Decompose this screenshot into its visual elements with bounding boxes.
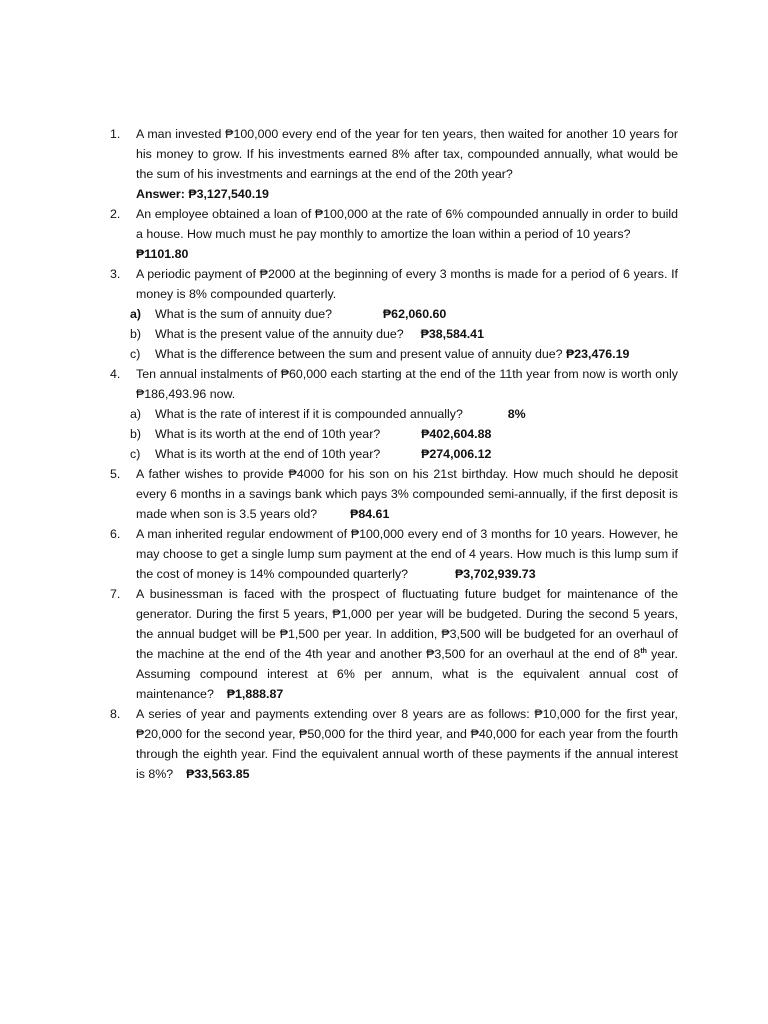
problem-text: A man inherited regular endowment of ₱100,000 every end of 3 months for 10 years. However, he may choose to get a single lump sum payment at the end of 4 years. How much is this lump sum if the cost of money is 14% compounded quarterly? xyxy=(136,527,678,581)
sub-question-text: What is the difference between the sum and present value of annuity due? xyxy=(155,347,563,361)
sub-question-label: c) xyxy=(130,347,141,361)
problem-6 xyxy=(110,524,678,584)
sub-question-answer: ₱23,476.19 xyxy=(566,347,630,361)
superscript: th xyxy=(640,647,647,655)
sub-question xyxy=(110,404,678,424)
problem-answer: ₱1101.80 xyxy=(136,247,189,261)
sub-question-label: a) xyxy=(130,407,142,421)
sub-question-answer: ₱402,604.88 xyxy=(421,427,492,441)
sub-question-answer: ₱38,584.41 xyxy=(420,327,484,341)
sub-question xyxy=(110,304,678,324)
sub-question-label: b) xyxy=(130,327,142,341)
problem-2 xyxy=(110,204,678,264)
problem-3 xyxy=(110,264,678,304)
problem-list xyxy=(110,124,678,784)
problem-number: 5. xyxy=(110,467,121,481)
sub-question-text: What is the rate of interest if it is compounded annually? xyxy=(155,407,463,421)
sub-question-label: c) xyxy=(130,447,141,461)
problem-4 xyxy=(110,364,678,404)
problem-text: A father wishes to provide ₱4000 for his son on his 21st birthday. How much should he deposit every 6 months in a savings bank which pays 3% compounded semi-annually, if the first deposit is made when son is 3.5 years old? xyxy=(136,467,678,521)
problem-8 xyxy=(110,704,678,784)
problem-text: Ten annual instalments of ₱60,000 each starting at the end of the 11th year from now is worth only ₱186,493.96 now. xyxy=(136,367,678,401)
problem-answer: ₱33,563.85 xyxy=(186,767,250,781)
sub-question-text: What is its worth at the end of 10th year? xyxy=(155,427,381,441)
sub-question-label: a) xyxy=(130,307,142,321)
sub-question-text: What is the sum of annuity due? xyxy=(155,307,333,321)
problem-text: A businessman is faced with the prospect of fluctuating future budget for maintenance of the generator. During the first 5 years, ₱1,000 per year will be budgeted. During the second 5 years, the annual budget will be ₱1,500 per year. In addition, ₱3,500 will be budgeted for an overhaul of the machine at the end of the 4th year and another ₱3,500 for an overhaul at the end of 8 xyxy=(136,587,678,661)
problem-1 xyxy=(110,124,678,204)
sub-question xyxy=(110,444,678,464)
problem-5 xyxy=(110,464,678,524)
sub-question-text: What is the present value of the annuity due? xyxy=(155,327,404,341)
problem-number: 3. xyxy=(110,267,121,281)
problem-number: 8. xyxy=(110,707,121,721)
sub-question xyxy=(110,344,678,364)
problem-7 xyxy=(110,584,678,704)
problem-answer: ₱3,702,939.73 xyxy=(454,567,536,581)
sub-question xyxy=(110,424,678,444)
problem-number: 2. xyxy=(110,207,121,221)
problem-text: An employee obtained a loan of ₱100,000 at the rate of 6% compounded annually in order to build a house. How much must he pay monthly to amortize the loan within a period of 10 years? xyxy=(136,207,678,241)
sub-question-text: What is its worth at the end of 10th year? xyxy=(155,447,381,461)
problem-number: 7. xyxy=(110,587,121,601)
problem-number: 6. xyxy=(110,527,121,541)
sub-question-label: b) xyxy=(130,427,142,441)
problem-answer: Answer: ₱3,127,540.19 xyxy=(136,187,269,201)
problem-text-continued: year. Assuming compound interest at 6% per annum, what is the equivalent annual cost of maintenance? xyxy=(136,647,679,701)
sub-question-answer: 8% xyxy=(507,407,526,421)
problem-number: 4. xyxy=(110,367,121,381)
sub-question-answer: ₱274,006.12 xyxy=(421,447,492,461)
problem-answer: ₱1,888.87 xyxy=(226,687,284,701)
problem-number: 1. xyxy=(110,127,121,141)
sub-question-answer: ₱62,060.60 xyxy=(382,307,447,321)
problem-text: A periodic payment of ₱2000 at the beginning of every 3 months is made for a period of 6 years. If money is 8% compounded quarterly. xyxy=(136,267,678,301)
problem-text: A man invested ₱100,000 every end of the year for ten years, then waited for another 10 years for his money to grow. If his investments earned 8% after tax, compounded annually, what would be the sum of his investments and earnings at the end of the 20th year? xyxy=(136,127,678,181)
problem-text: A series of year and payments extending over 8 years are as follows: ₱10,000 for the first year, ₱20,000 for the second year, ₱50,000 for the third year, and ₱40,000 for each year from the fourth through the eighth year. Find the equivalent annual worth of these payments if the annual interest is 8%? xyxy=(136,707,678,781)
sub-question xyxy=(110,324,678,344)
problem-answer: ₱84.61 xyxy=(350,507,390,521)
